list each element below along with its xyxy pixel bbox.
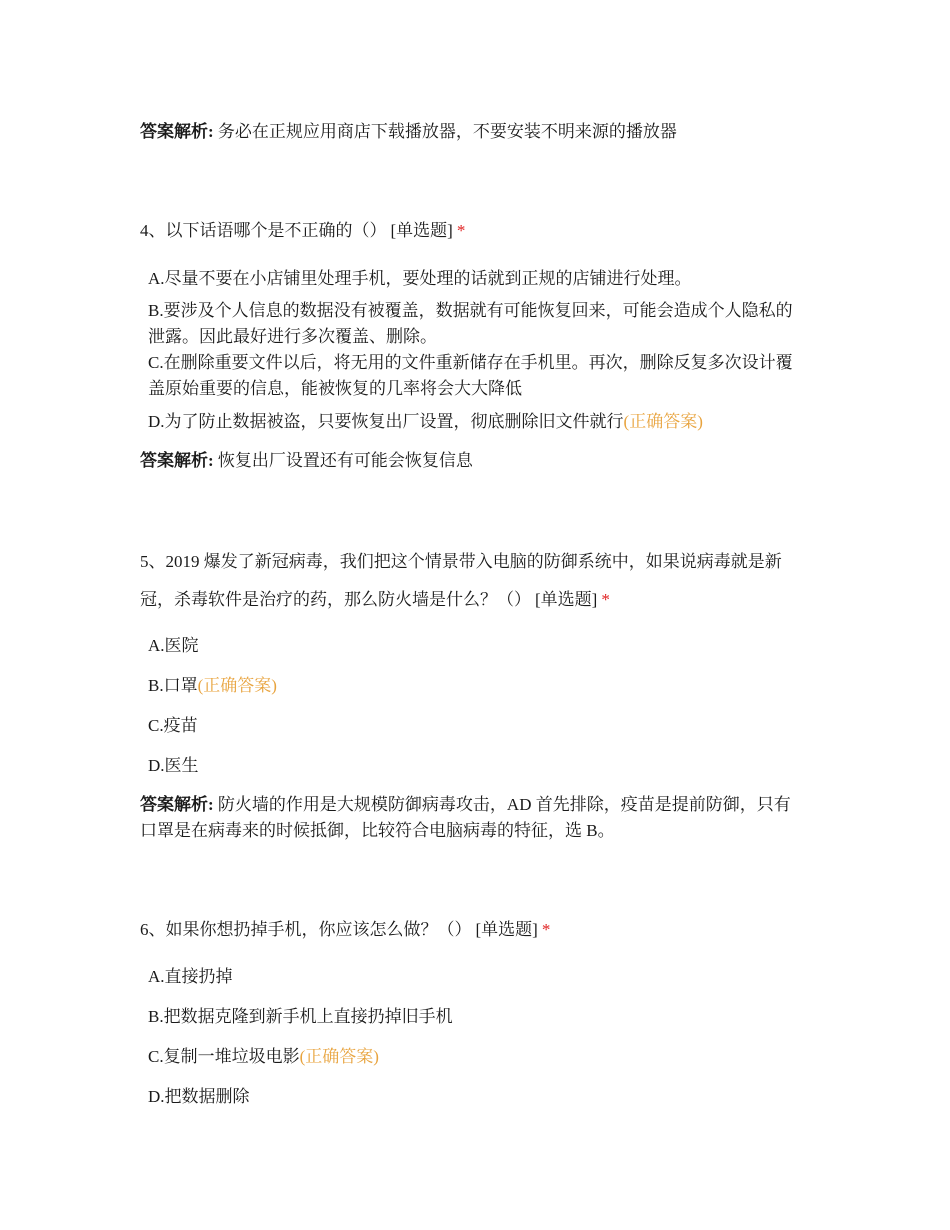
option-text: A.尽量不要在小店铺里处理手机，要处理的话就到正规的店铺进行处理。 <box>148 269 692 288</box>
analysis-label: 答案解析: <box>140 122 214 141</box>
question-type: [单选题] <box>475 920 538 939</box>
analysis-label: 答案解析: <box>140 795 214 814</box>
correct-answer-tag: (正确答案) <box>197 676 277 695</box>
option-text: A.医院 <box>148 636 199 655</box>
question-4-option-d <box>148 409 808 435</box>
option-text: C.复制一堆垃圾电影 <box>148 1047 300 1066</box>
required-mark: * <box>456 221 466 240</box>
analysis-q4 <box>140 448 820 474</box>
option-text: C.在删除重要文件以后，将无用的文件重新储存在手机里。再次，删除反复多次设计覆盖原始重要的信息，能被恢复的几率将会大大降低 <box>148 353 793 398</box>
question-6-option-b <box>148 1004 808 1030</box>
analysis-text: 务必在正规应用商店下载播放器，不要安装不明来源的播放器 <box>217 122 677 141</box>
question-4-option-c <box>148 350 808 402</box>
option-text: D.为了防止数据被盗，只要恢复出厂设置，彻底删除旧文件就行 <box>148 412 624 431</box>
analysis-q3 <box>140 119 820 145</box>
question-5-option-d <box>148 753 808 779</box>
analysis-text: 防火墙的作用是大规模防御病毒攻击，AD 首先排除，疫苗是提前防御，只有口罩是在病毒来的时候抵御，比较符合电脑病毒的特征，选 B。 <box>140 795 791 840</box>
option-text: D.把数据删除 <box>148 1087 250 1106</box>
correct-answer-tag: (正确答案) <box>623 412 703 431</box>
question-6-option-a <box>148 964 808 990</box>
question-title-text: 4、以下话语哪个是不正确的（） <box>140 221 387 240</box>
question-5-title <box>140 543 812 619</box>
question-6-option-c <box>148 1044 808 1070</box>
question-type: [单选题] <box>535 590 598 609</box>
question-type: [单选题] <box>390 221 453 240</box>
question-title-text: 6、如果你想扔掉手机，你应该怎么做？（） <box>140 920 472 939</box>
required-mark: * <box>601 590 610 609</box>
question-5-option-a <box>148 633 808 659</box>
analysis-label: 答案解析: <box>140 451 214 470</box>
required-mark: * <box>541 920 551 939</box>
question-5-option-c <box>148 713 808 739</box>
question-6-title <box>140 911 820 949</box>
option-text: D.医生 <box>148 756 199 775</box>
question-5-option-b <box>148 673 808 699</box>
option-text: A.直接扔掉 <box>148 967 233 986</box>
question-6-option-d <box>148 1084 808 1110</box>
option-text: B.把数据克隆到新手机上直接扔掉旧手机 <box>148 1007 453 1026</box>
question-title-text: 5、2019 爆发了新冠病毒，我们把这个情景带入电脑的防御系统中，如果说病毒就是新冠，杀毒软件是治疗的药，那么防火墙是什么？（） <box>140 552 782 609</box>
option-text: B.口罩 <box>148 676 198 695</box>
correct-answer-tag: (正确答案) <box>299 1047 379 1066</box>
option-text: B.要涉及个人信息的数据没有被覆盖，数据就有可能恢复回来，可能会造成个人隐私的泄露。因此最好进行多次覆盖、删除。 <box>148 301 793 346</box>
question-4-option-b <box>148 298 808 350</box>
question-4-title <box>140 212 820 250</box>
analysis-q5 <box>140 792 800 844</box>
question-4-option-a <box>148 266 808 292</box>
analysis-text: 恢复出厂设置还有可能会恢复信息 <box>217 451 473 470</box>
option-text: C.疫苗 <box>148 716 198 735</box>
